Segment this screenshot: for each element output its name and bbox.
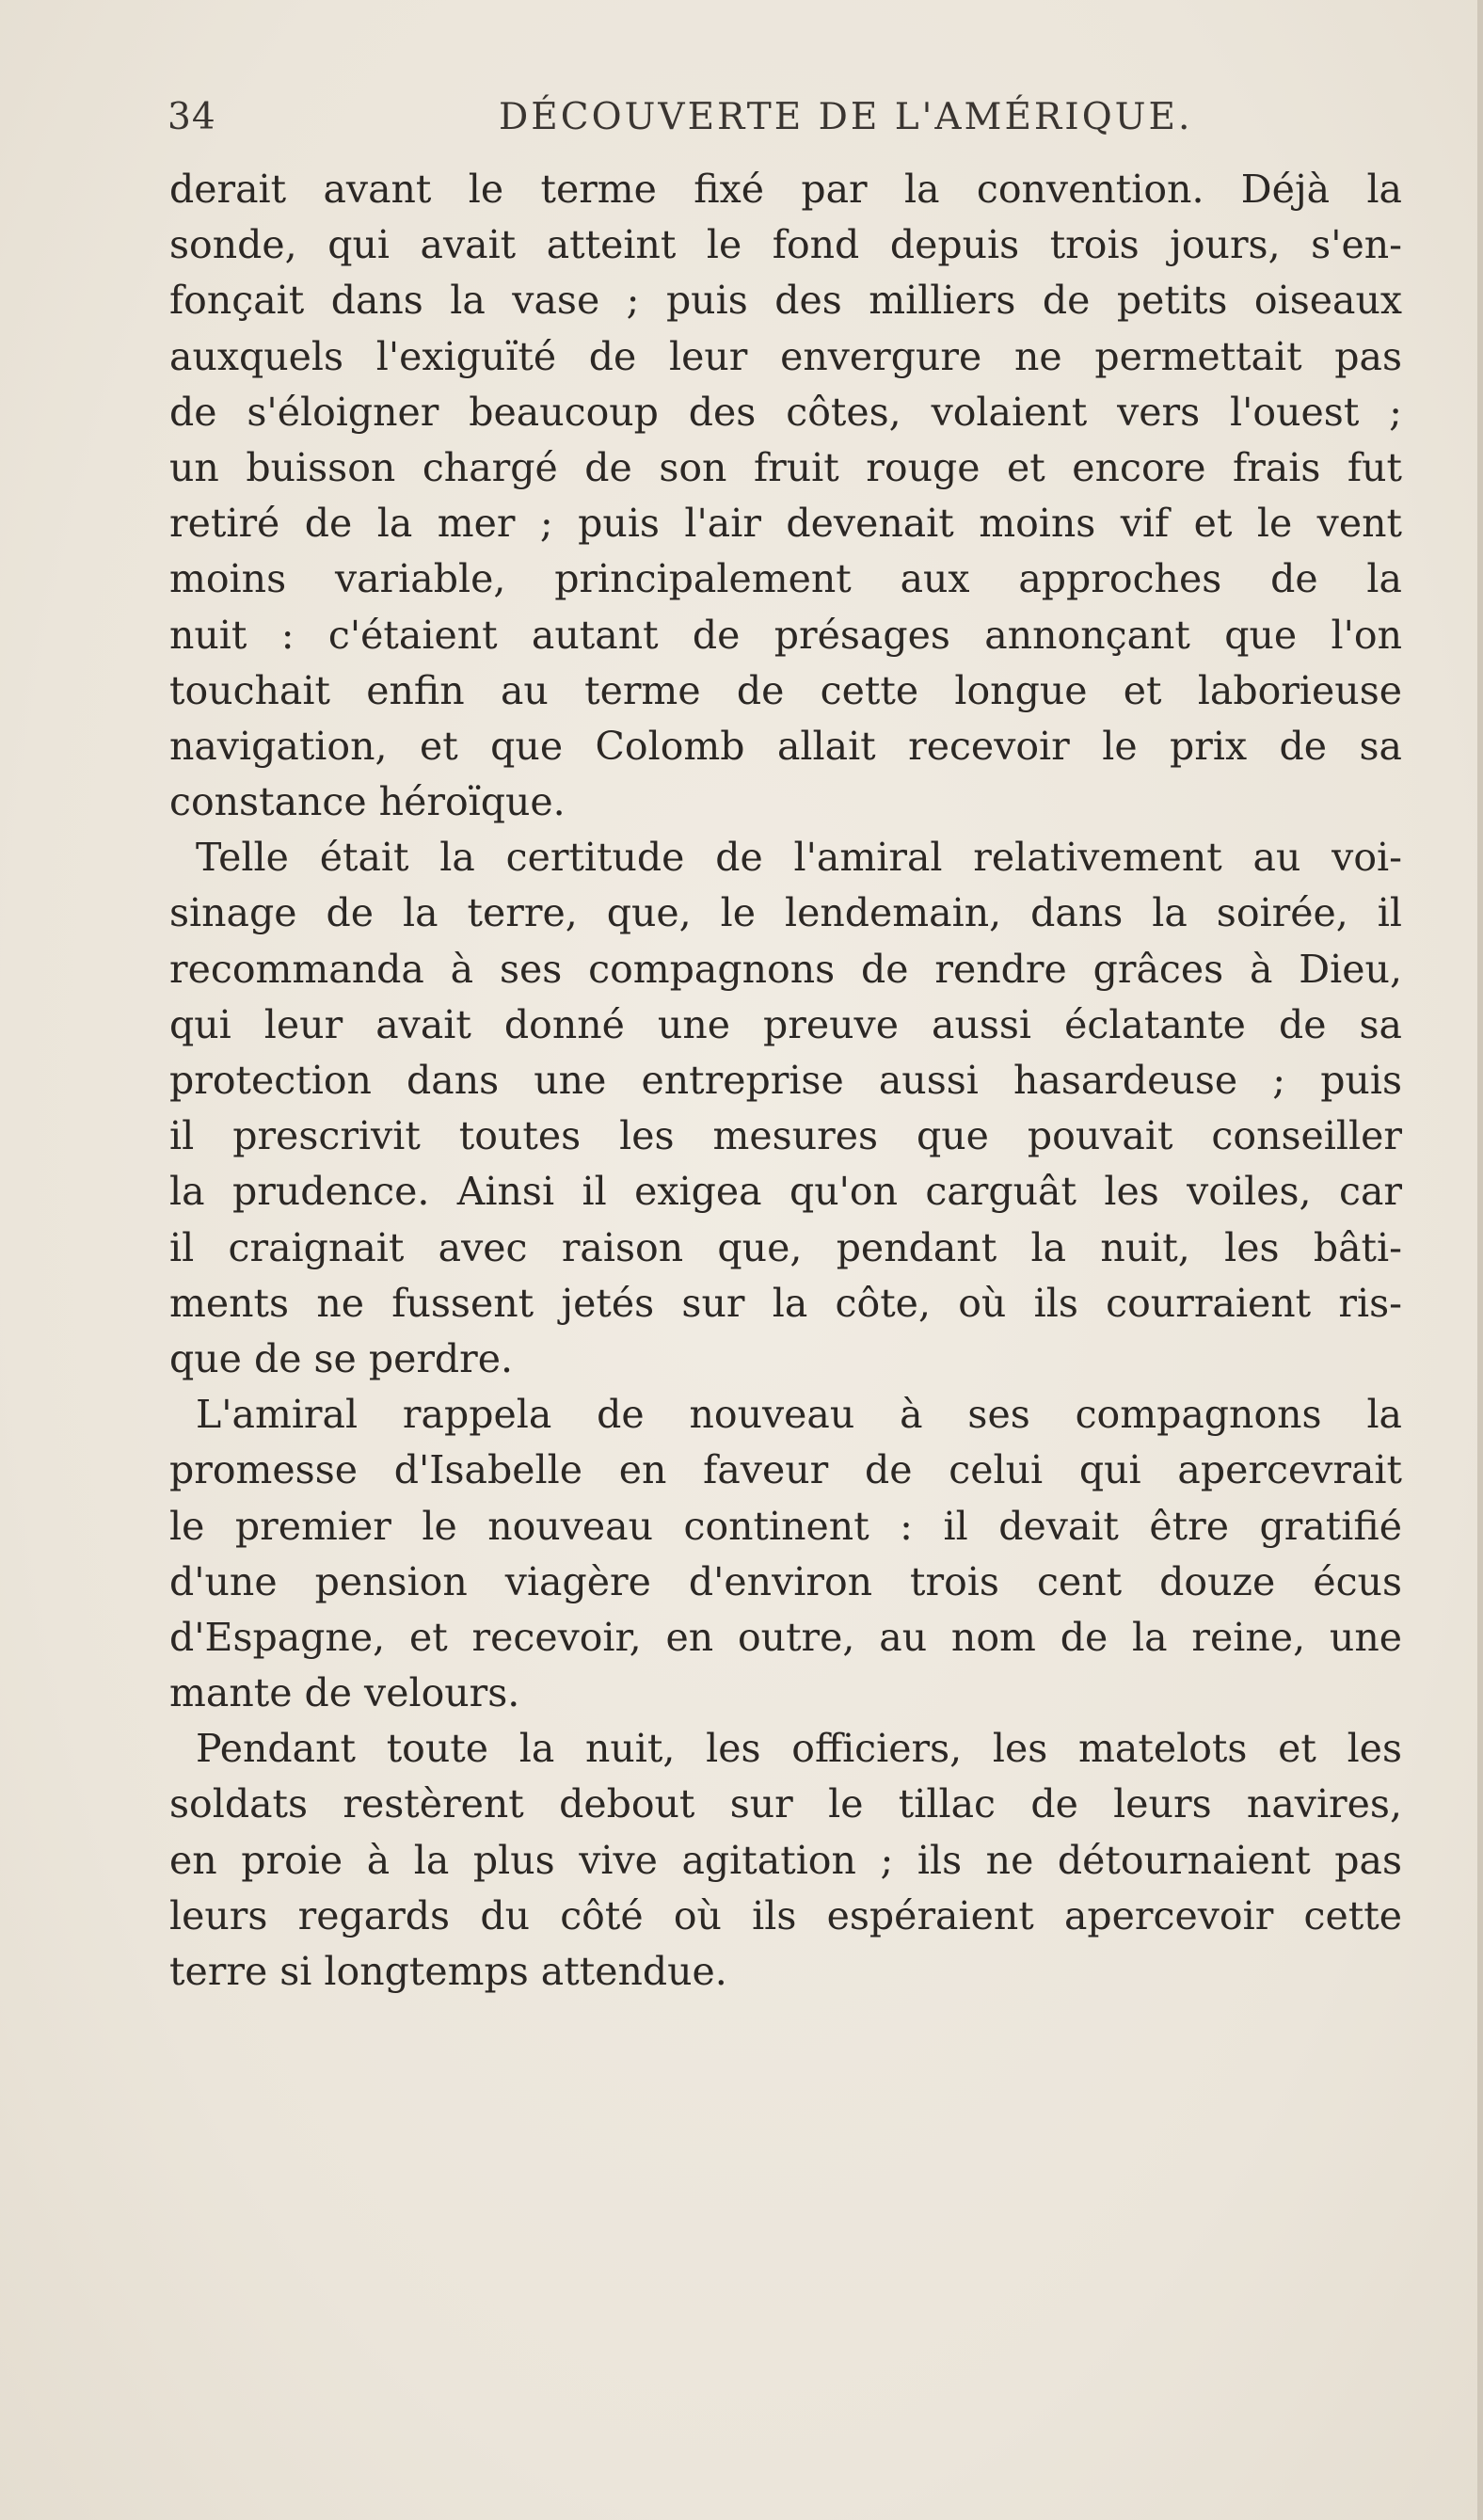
text-line: sinage de la terre, que, le lendemain, dans la soirée, il xyxy=(169,890,1402,936)
text-line: il craignait avec raison que, pendant la nuit, les bâti- xyxy=(169,1224,1402,1270)
body-text xyxy=(169,162,1402,2000)
page-edge xyxy=(1477,0,1483,2520)
paragraph-start-line: Pendant toute la nuit, les officiers, les matelots et les xyxy=(196,1726,1402,1772)
text-line: promesse d'Isabelle en faveur de celui qui apercevrait xyxy=(169,1447,1402,1493)
text-line: la prudence. Ainsi il exigea qu'on carguât les voiles, car xyxy=(169,1169,1402,1215)
running-head xyxy=(167,90,1400,147)
text-line: recommanda à ses compagnons de rendre grâces à Dieu, xyxy=(169,946,1402,992)
text-line: retiré de la mer ; puis l'air devenait moins vif et le vent xyxy=(169,501,1402,547)
paragraph-end-line: que de se perdre. xyxy=(169,1335,514,1381)
text-line: fonçait dans la vase ; puis des milliers de petits oiseaux xyxy=(169,278,1402,324)
paragraph-start-line: Telle était la certitude de l'amiral relativement au voi- xyxy=(196,835,1402,881)
text-line: protection dans une entreprise aussi hasardeuse ; puis xyxy=(169,1058,1402,1103)
paragraph-end-line: constance héroïque. xyxy=(169,779,566,825)
text-line: nuit : c'étaient autant de présages annonçant que l'on xyxy=(169,612,1402,658)
paragraph-end-line: mante de velours. xyxy=(169,1670,520,1716)
text-line: navigation, et que Colomb allait recevoir le prix de sa xyxy=(169,723,1402,769)
text-line: d'Espagne, et recevoir, en outre, au nom de la reine, une xyxy=(169,1614,1402,1660)
text-line: il prescrivit toutes les mesures que pouvait conseiller xyxy=(169,1113,1402,1159)
text-line: le premier le nouveau continent : il devait être gratifié xyxy=(169,1503,1402,1549)
text-line: derait avant le terme fixé par la convention. Déjà la xyxy=(169,167,1402,212)
text-line: auxquels l'exiguïté de leur envergure ne permettait pas xyxy=(169,333,1402,379)
text-line: ments ne fussent jetés sur la côte, où ils courraient ris- xyxy=(169,1280,1402,1326)
running-title: DÉCOUVERTE DE L'AMÉRIQUE. xyxy=(499,96,1193,138)
page-number: 34 xyxy=(167,96,216,138)
text-line: d'une pension viagère d'environ trois cent douze écus xyxy=(169,1558,1402,1604)
text-line: qui leur avait donné une preuve aussi éclatante de sa xyxy=(169,1001,1402,1047)
text-line: touchait enfin au terme de cette longue et laborieuse xyxy=(169,667,1402,713)
text-line: sonde, qui avait atteint le fond depuis trois jours, s'en- xyxy=(169,222,1402,268)
text-line: un buisson chargé de son fruit rouge et encore frais fut xyxy=(169,444,1402,490)
text-line: moins variable, principalement aux approches de la xyxy=(169,556,1402,602)
text-line: leurs regards du côté où ils espéraient apercevoir cette xyxy=(169,1892,1402,1938)
paragraph-start-line: L'amiral rappela de nouveau à ses compagnons la xyxy=(196,1392,1402,1438)
text-line: en proie à la plus vive agitation ; ils ne détournaient pas xyxy=(169,1837,1402,1883)
text-line: soldats restèrent debout sur le tillac de leurs navires, xyxy=(169,1781,1402,1827)
paragraph-end-line: terre si longtemps attendue. xyxy=(169,1949,727,1994)
text-line: de s'éloigner beaucoup des côtes, volaient vers l'ouest ; xyxy=(169,389,1402,435)
